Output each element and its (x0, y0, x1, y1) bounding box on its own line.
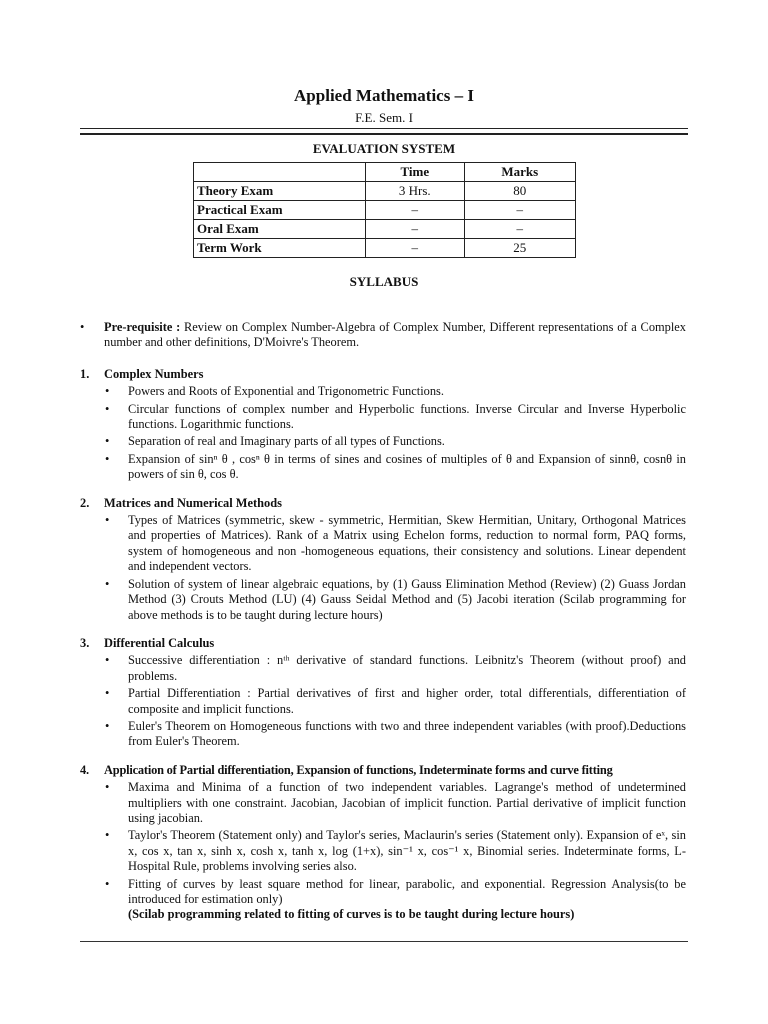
bullet-icon: • (105, 780, 110, 795)
section-partial-differentiation (80, 763, 686, 923)
table-row (194, 201, 576, 220)
prerequisite-text: Review on Complex Number-Algebra of Complex Number, Different representations of a Complex number and other definitions, D'Moivre's Theorem. (104, 320, 686, 350)
row-marks: 25 (464, 239, 575, 258)
page-title: Applied Mathematics – I (294, 86, 474, 105)
row-label: Term Work (194, 239, 366, 258)
topic-list (80, 780, 686, 923)
item-text: Euler's Theorem on Homogeneous functions with two and three independent variables (with proof).Deductions from Euler's Theorem. (128, 718, 686, 749)
bullet-icon: • (105, 576, 110, 591)
bullet-icon: • (105, 401, 110, 416)
syllabus-heading: SYLLABUS (349, 274, 419, 289)
bullet-icon: • (105, 876, 110, 891)
row-time: – (366, 201, 465, 220)
scilab-note: (Scilab programming related to fitting of curves is to be taught during lecture hours) (128, 907, 575, 922)
list-item (105, 653, 686, 684)
item-text: Circular functions of complex number and Hyperbolic functions. Inverse Circular and Inverse Hyperbolic functions. Logarithmic functions. (128, 401, 686, 432)
row-time: – (366, 239, 465, 258)
row-marks: – (464, 201, 575, 220)
header-cell-time: Time (366, 163, 465, 182)
table-row (194, 182, 576, 201)
section-number: 3. (80, 635, 90, 650)
list-item (105, 686, 686, 717)
topic-list (80, 653, 686, 749)
topic-list (80, 384, 686, 482)
row-marks: – (464, 220, 575, 239)
item-text: Expansion of sinⁿ θ , cosⁿ θ in terms of sines and cosines of multiples of θ and Expansion of sinnθ, cosnθ in powers of sin θ, cos θ. (128, 451, 686, 482)
item-text: Solution of system of linear algebraic equations, by (1) Gauss Elimination Method (Review) (2) Guass Jordan Method (3) Crouts Method (LU) (4) Gauss Seidal Method and (5) Jacobi iteration (Scilab programming for above methods is to be taught during lecture hours) (128, 576, 686, 622)
list-item (105, 876, 686, 923)
prerequisite-label: Pre-requisite : (104, 320, 181, 334)
row-marks: 80 (464, 182, 575, 201)
list-item (105, 718, 686, 750)
item-text: Successive differentiation : nᵗʰ derivative of standard functions. Leibnitz's Theorem (without proof) and problems. (128, 653, 686, 683)
title-divider (80, 128, 688, 135)
bullet-icon: • (105, 451, 110, 466)
row-label: Practical Exam (194, 201, 366, 220)
topic-list (80, 513, 686, 623)
table-row (194, 220, 576, 239)
bullet-icon: • (80, 320, 85, 334)
row-time: 3 Hrs. (366, 182, 465, 201)
section-heading (80, 367, 686, 382)
section-differential-calculus (80, 636, 686, 750)
item-text: Maxima and Minima of a function of two independent variables. Lagrange's method of undetermined multipliers with one constraint. Jacobian, Jacobian of implicit function. Partial derivative of implicit function using jacobian. (128, 780, 686, 825)
section-number: 4. (80, 762, 89, 777)
bullet-icon: • (105, 686, 110, 701)
item-text: Types of Matrices (symmetric, skew - symmetric, Hermitian, Skew Hermitian, Unitary, Orthogonal Matrices and properties of Matrices). Rank of a Matrix using Echelon forms, reduction to normal form, PAQ forms, system of homogeneous and non -homogeneous equations, their consistency and solutions. Linear dependent and independent vectors. (128, 513, 686, 574)
list-item (105, 434, 686, 449)
row-label: Theory Exam (194, 182, 366, 201)
section-number: 2. (80, 495, 90, 510)
bullet-icon: • (105, 384, 110, 399)
section-number: 1. (80, 366, 90, 381)
list-item (105, 401, 686, 433)
section-title: Application of Partial differentiation, Expansion of functions, Indeterminate forms and curve fitting (104, 762, 613, 777)
row-time: – (366, 220, 465, 239)
header-cell-blank (194, 163, 366, 182)
evaluation-table (193, 162, 576, 258)
bullet-icon: • (105, 718, 110, 733)
list-item (105, 780, 686, 826)
header-cell-marks: Marks (464, 163, 575, 182)
item-text: Partial Differentiation : Partial derivatives of first and higher order, total differentials, differentiation of composite and implicit functions. (128, 686, 686, 716)
section-title: Differential Calculus (104, 635, 215, 650)
table-row (194, 239, 576, 258)
section-heading (80, 763, 686, 778)
item-text: Fitting of curves by least square method for linear, parabolic, and exponential. Regression Analysis(to be introduced for estimation only) (128, 876, 686, 906)
prerequisite (80, 320, 686, 351)
section-heading (80, 636, 686, 651)
section-title: Complex Numbers (104, 366, 204, 381)
table-header-row (194, 163, 576, 182)
syllabus-body (80, 320, 686, 936)
bullet-icon: • (105, 828, 110, 843)
list-item (105, 513, 686, 575)
item-text: Separation of real and Imaginary parts of all types of Functions. (128, 434, 445, 449)
evaluation-heading: EVALUATION SYSTEM (312, 141, 456, 156)
item-text: Powers and Roots of Exponential and Trigonometric Functions. (128, 384, 444, 399)
list-item (105, 576, 686, 623)
page-subtitle: F.E. Sem. I (355, 110, 413, 125)
bullet-icon: • (105, 653, 110, 668)
item-text: Taylor's Theorem (Statement only) and Taylor's series, Maclaurin's series (Statement only). Expansion of eˣ, sin x, cos x, tan x, sinh x, cosh x, tanh x, log (1+x), sin⁻¹ x, cos⁻¹ x, Binomial series. Indeterminate forms, L-Hospital Rule, problems involving series also. (128, 828, 686, 874)
section-matrices (80, 496, 686, 623)
list-item (105, 384, 686, 399)
bullet-icon: • (105, 513, 110, 528)
row-label: Oral Exam (194, 220, 366, 239)
section-heading (80, 496, 686, 511)
footer-divider (80, 941, 688, 942)
section-complex-numbers (80, 367, 686, 483)
list-item (105, 451, 686, 483)
list-item (105, 828, 686, 874)
bullet-icon: • (105, 434, 110, 449)
section-title: Matrices and Numerical Methods (104, 495, 282, 510)
